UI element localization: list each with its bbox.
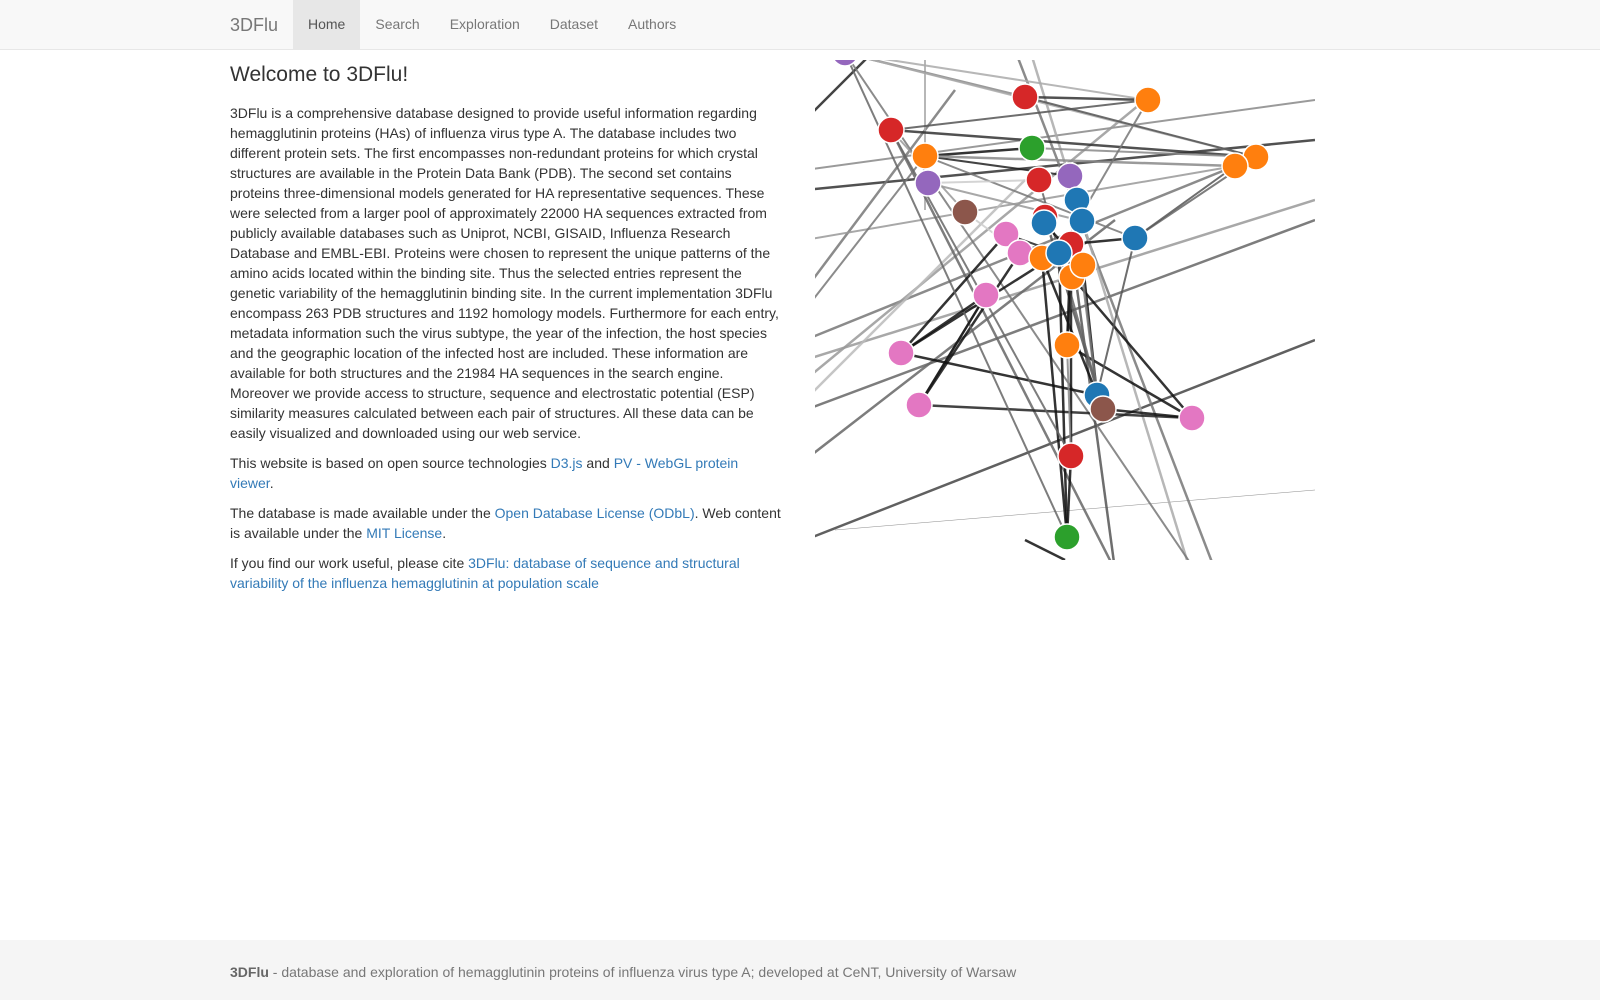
graph-node[interactable] [1012,84,1038,110]
footer [0,940,1600,1000]
footer-text [230,962,1016,982]
graph-node[interactable] [1222,153,1248,179]
graph-node[interactable] [1046,240,1072,266]
graph-node[interactable] [1070,252,1096,278]
citation-text: If you find our work useful, please cite [230,555,469,571]
graph-node[interactable] [973,282,999,308]
graph-node[interactable] [888,340,914,366]
nav-item-exploration[interactable]: Exploration [449,16,520,32]
navbar [0,0,1600,50]
pv-viewer-link[interactable]: PV - WebGL protein viewer [230,455,739,491]
graph-node[interactable] [906,392,932,418]
technologies-paragraph [230,453,782,493]
graph-edge [815,166,1235,240]
graph-edge [835,490,1315,530]
license-paragraph [230,503,782,543]
technologies-and-text: and [582,455,614,471]
license-period: . [442,525,447,541]
footer-description: - database and exploration of hemagglutinin proteins of influenza virus type A; developed at CeNT, University of Warsaw [268,964,1017,980]
main-content [230,58,782,603]
graph-node[interactable] [1135,87,1161,113]
d3js-link[interactable]: D3.js [550,455,583,471]
graph-node[interactable] [1069,208,1095,234]
page-title: Welcome to 3DFlu! [230,63,409,86]
graph-node[interactable] [952,199,978,225]
graph-edge [1135,166,1235,238]
graph-node[interactable] [915,170,941,196]
graph-edge [815,60,875,120]
nav-item-search[interactable]: Search [375,16,420,32]
citation-paragraph [230,553,782,593]
graph-edge [925,156,1235,166]
technologies-period: . [269,475,274,491]
graph-node[interactable] [1058,443,1084,469]
nav-item-dataset[interactable]: Dataset [549,16,599,32]
license-middle-text: . Web content is available under the [230,505,781,541]
graph-node[interactable] [1026,167,1052,193]
graph-node[interactable] [1054,524,1080,550]
graph-edge [845,60,1148,100]
navbar-menu [293,0,691,49]
navbar-brand[interactable]: 3DFlu [230,15,279,35]
technologies-text: This website is based on open source technologies [230,455,551,471]
graph-node[interactable] [912,143,938,169]
nav-item-home[interactable]: Home [293,0,360,49]
graph-edge [1015,60,1215,560]
network-graph-svg[interactable] [815,60,1315,560]
graph-node[interactable] [1019,135,1045,161]
graph-node[interactable] [1090,396,1116,422]
intro-paragraph: 3DFlu is a comprehensive database designed to provide useful information regarding hemagglutinin proteins (HAs) of influenza virus type A. The database includes two different protein sets. The first encompasses non-redundant proteins for which crystal structures are available in the Protein Data Bank (PDB). The second set contains proteins three-dimensional models generated for HA representative sequences. These were selected from a larger pool of approximately 22000 HA sequences extracted from publicly available databases such as Uniprot, NCBI, GISAID, Influenza Research Database and EMBL-EBI. Proteins were chosen to represent the unique patterns of the amino acids located within the binding site. Thus the selected entries represent the genetic variability of the hemagglutinin binding site. In the current implementation 3DFlu encompass 263 PDB structures and 1192 homology models. Furthermore for each entry, metadata information such the virus subtype, the year of the infection, the host species and the geographic location of the infected host are included. These information are available for both structures and the 21984 HA sequences in the search engine. Moreover we provide access to structure, sequence and electrostatic potential (ESP) similarity measures calculated between each pair of structures. All these data can be easily visualized and downloaded using our web service. [230,105,779,441]
graph-node[interactable] [878,117,904,143]
nav-item-authors[interactable]: Authors [628,16,677,32]
odbl-link[interactable]: Open Database License (ODbL) [494,505,695,521]
graph-node[interactable] [1057,163,1083,189]
mit-license-link[interactable]: MIT License [366,525,443,541]
citation-link[interactable]: 3DFlu: database of sequence and structural variability of the influenza hemagglutinin at population scale [230,555,740,591]
network-graph[interactable] [815,60,1315,560]
footer-brand: 3DFlu [230,964,269,980]
graph-node[interactable] [1031,210,1057,236]
graph-node[interactable] [1054,332,1080,358]
graph-node[interactable] [1179,405,1205,431]
graph-node[interactable] [1122,225,1148,251]
graph-edge [919,295,986,405]
graph-edge [815,100,1145,380]
license-text: The database is made available under the [230,505,495,521]
